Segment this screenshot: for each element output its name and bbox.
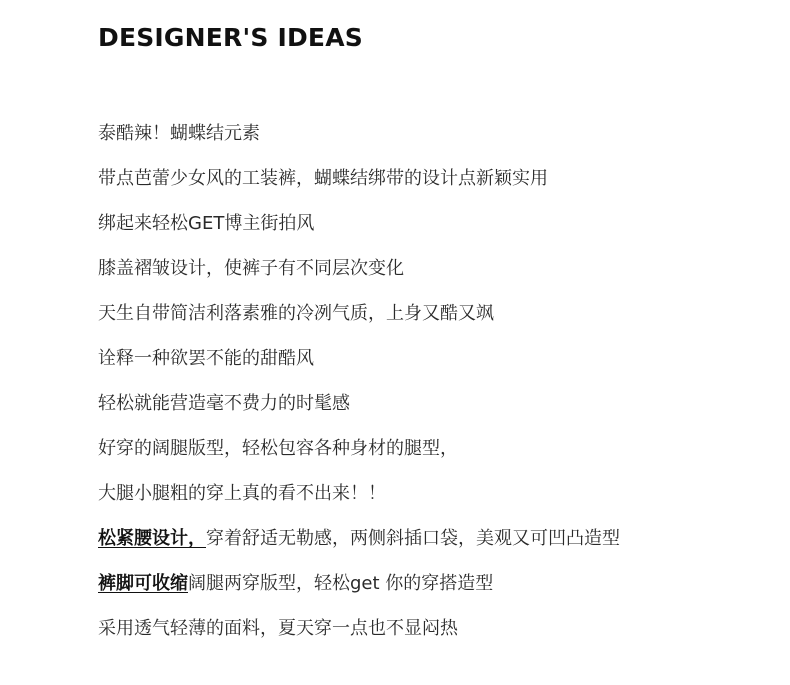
description-text: 穿着舒适无勒感，两侧斜插口袋，美观又可凹凸造型: [206, 528, 620, 549]
description-line: [98, 346, 778, 391]
description-line: [98, 301, 778, 346]
description-line: [98, 256, 778, 301]
description-text: 带点芭蕾少女风的工装裤，蝴蝶结绑带的设计点新颖实用: [98, 168, 548, 189]
description-line: [98, 211, 778, 256]
highlight-label: 松紧腰设计，: [98, 528, 206, 549]
description-line-highlight: [98, 571, 778, 616]
description-line: [98, 436, 778, 481]
description-line: [98, 391, 778, 436]
page-title: DESIGNER'S IDEAS: [98, 23, 363, 52]
description-line: [98, 616, 778, 661]
description-text: 好穿的阔腿版型，轻松包容各种身材的腿型，: [98, 438, 458, 459]
description-line: [98, 121, 778, 166]
description-text: 诠释一种欲罢不能的甜酷风: [98, 348, 314, 369]
description-text: 泰酷辣！蝴蝶结元素: [98, 123, 260, 144]
description-text: 膝盖褶皱设计，使裤子有不同层次变化: [98, 258, 404, 279]
description-text: 阔腿两穿版型，轻松get 你的穿搭造型: [188, 573, 494, 594]
description-text: 绑起来轻松GET博主街拍风: [98, 213, 315, 234]
description-line: [98, 481, 778, 526]
description-line-highlight: [98, 526, 778, 571]
description-text: 轻松就能营造毫不费力的时髦感: [98, 393, 350, 414]
description-line: [98, 166, 778, 211]
description-text: 天生自带简洁利落素雅的冷冽气质，上身又酷又飒: [98, 303, 494, 324]
description-text: 大腿小腿粗的穿上真的看不出来！！: [98, 483, 386, 504]
description-list: [98, 121, 778, 661]
description-text: 采用透气轻薄的面料，夏天穿一点也不显闷热: [98, 618, 458, 639]
highlight-label: 裤脚可收缩: [98, 573, 188, 594]
